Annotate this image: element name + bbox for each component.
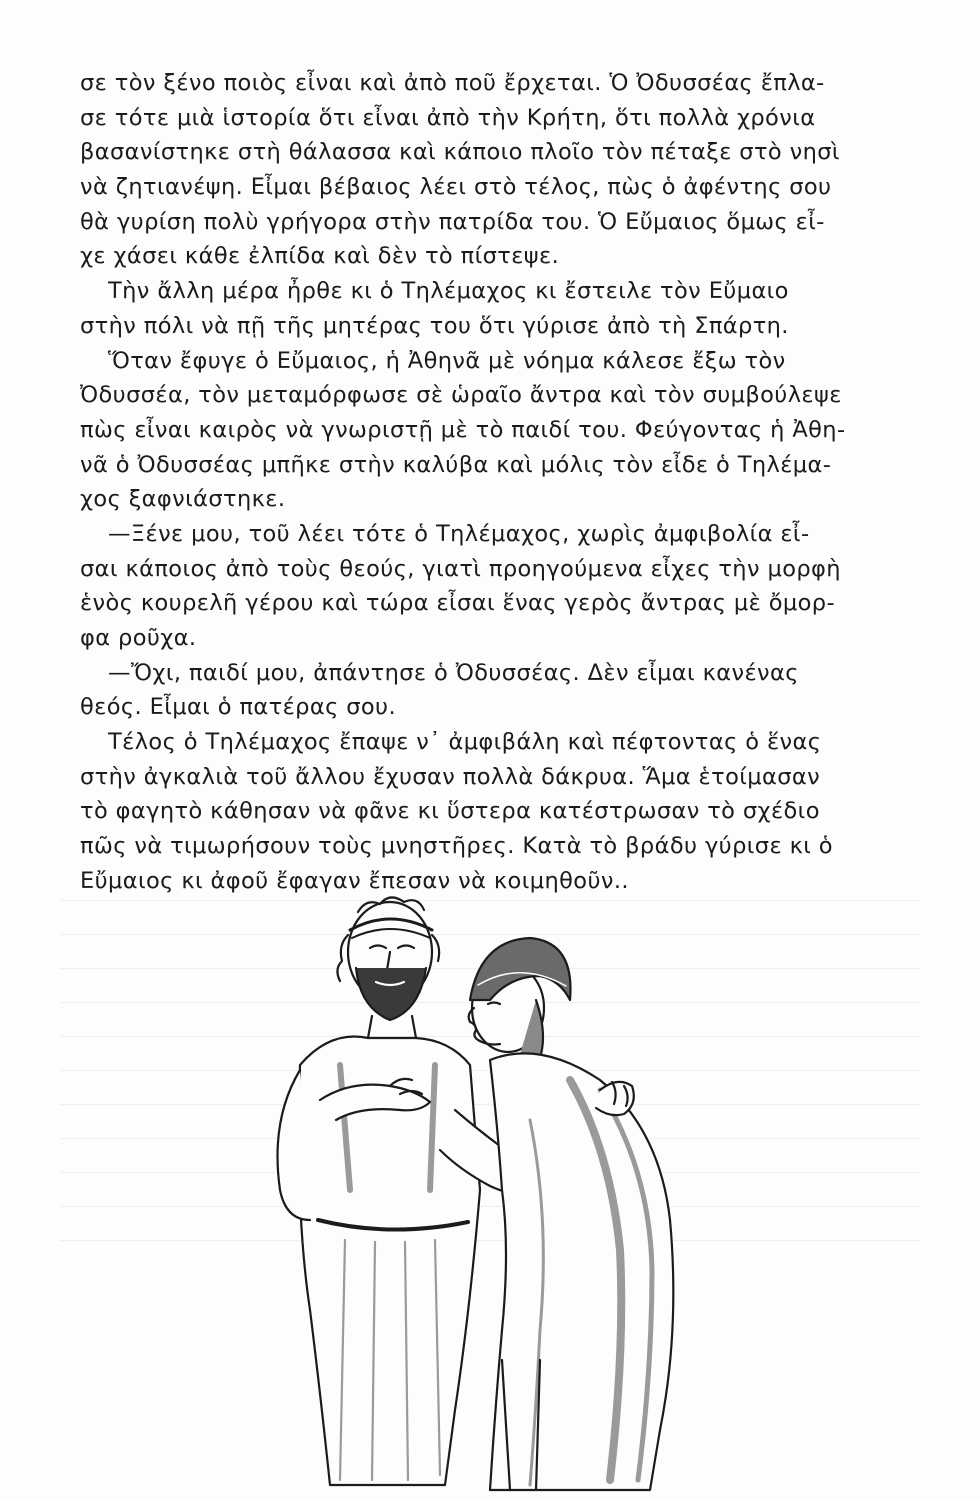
- text-line: σε τὸν ξένο ποιὸς εἶναι καὶ ἀπὸ ποῦ ἔρχεται. Ὁ Ὀδυσσέας ἔπλα-: [80, 70, 825, 96]
- text-line: στὴν πόλι νὰ πῇ τῆς μητέρας του ὅτι γύρισε ἀπὸ τὴ Σπάρτη.: [80, 312, 789, 339]
- text-line: φα ροῦχα.: [80, 625, 197, 651]
- text-line: νᾶ ὁ Ὀδυσσέας μπῆκε στὴν καλύβα καὶ μόλις τὸν εἶδε ὁ Τηλέμα-: [80, 451, 832, 478]
- text-line: Τὴν ἄλλη μέρα ἦρθε κι ὁ Τηλέμαχος κι ἔστειλε τὸν Εὔμαιο: [108, 278, 789, 305]
- text-line: στὴν ἀγκαλιὰ τοῦ ἄλλου ἔχυσαν πολλὰ δάκρυα. Ἅμα ἑτοίμασαν: [80, 763, 821, 790]
- text-line: βασανίστηκε στὴ θάλασσα καὶ κάποιο πλοῖο τὸν πέταξε στὸ νησὶ: [80, 139, 840, 166]
- text-line: σε τότε μιὰ ἱστορία ὅτι εἶναι ἀπὸ τὴν Κρήτη, ὅτι πολλὰ χρόνια: [80, 104, 816, 131]
- text-line: τὸ φαγητὸ κάθησαν νὰ φᾶνε κι ὕστερα κατέστρωσαν τὸ σχέδιο: [80, 798, 820, 825]
- illustration-father-son-embrace: [240, 890, 710, 1495]
- text-line: σαι κάποιος ἀπὸ τοὺς θεούς, γιατὶ προηγούμενα εἶχες τὴν μορφὴ: [80, 555, 841, 582]
- text-line: χος ξαφνιάστηκε.: [80, 486, 286, 513]
- text-line: χε χάσει κάθε ἐλπίδα καὶ δὲν τὸ πίστεψε.: [80, 243, 560, 270]
- text-line: Τέλος ὁ Τηλέμαχος ἔπαψε ν᾽ ἀμφιβάλη καὶ πέφτοντας ὁ ἕνας: [108, 729, 822, 756]
- text-line: Ὀδυσσέα, τὸν μεταμόρφωσε σὲ ὡραῖο ἄντρα καὶ τὸν συμβούλεψε: [80, 382, 842, 409]
- text-line: θεός. Εἶμαι ὁ πατέρας σου.: [80, 694, 397, 721]
- text-line: —Ὄχι, παιδί μου, ἀπάντησε ὁ Ὀδυσσέας. Δὲν εἶμαι κανένας: [108, 659, 799, 686]
- text-line: πὼς εἶναι καιρὸς νὰ γνωριστῇ μὲ τὸ παιδί του. Φεύγοντας ἡ Ἀθη-: [80, 416, 846, 443]
- text-line: ἑνὸς κουρελῆ γέρου καὶ τώρα εἶσαι ἕνας γερὸς ἄντρας μὲ ὄμορ-: [80, 590, 836, 617]
- text-line: Εὔμαιος κι ἀφοῦ ἔφαγαν ἔπεσαν νὰ κοιμηθοῦν..: [80, 867, 629, 894]
- text-line: —Ξένε μου, τοῦ λέει τότε ὁ Τηλέμαχος, χωρὶς ἀμφιβολία εἶ-: [108, 520, 810, 547]
- text-line: Ὅταν ἔφυγε ὁ Εὔμαιος, ἡ Ἀθηνᾶ μὲ νόημα κάλεσε ἔξω τὸν: [108, 347, 786, 374]
- embrace-drawing: [240, 890, 710, 1495]
- text-line: θὰ γυρίση πολὺ γρήγορα στὴν πατρίδα του. Ὁ Εὔμαιος ὅμως εἶ-: [80, 208, 825, 235]
- text-line: πῶς νὰ τιμωρήσουν τοὺς μνηστῆρες. Κατὰ τὸ βράδυ γύρισε κι ὁ: [80, 833, 833, 860]
- story-text: [80, 66, 870, 899]
- text-line: νὰ ζητιανέψη. Εἶμαι βέβαιος λέει στὸ τέλος, πὼς ὁ ἀφέντης σου: [80, 174, 832, 201]
